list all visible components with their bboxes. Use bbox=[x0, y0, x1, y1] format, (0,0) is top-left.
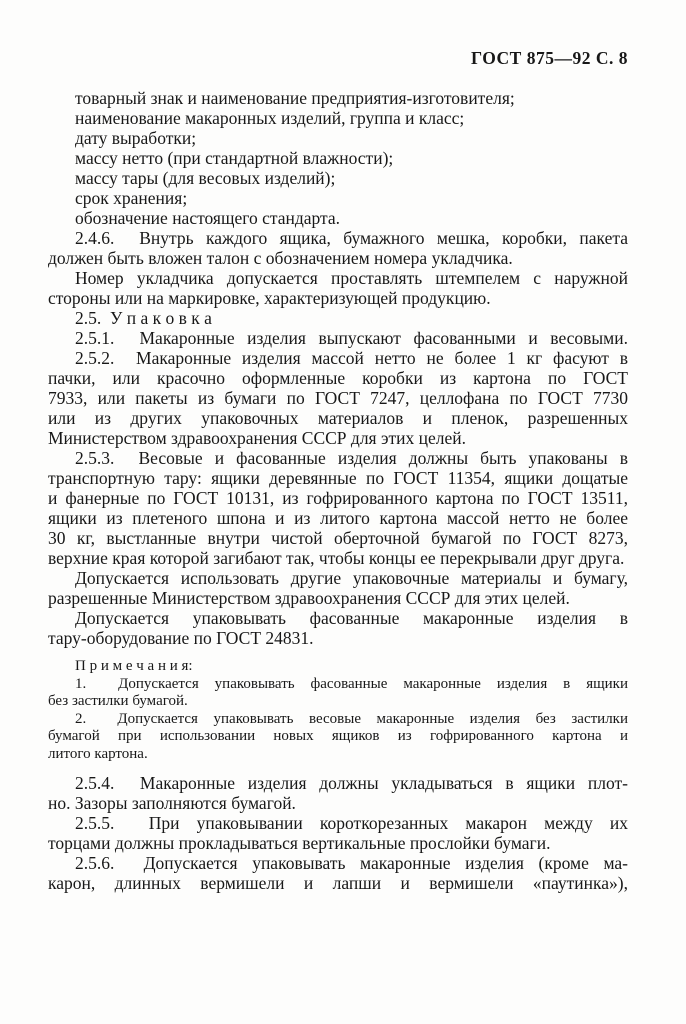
document-body bbox=[48, 88, 628, 893]
text-line: обозначение настоящего стандарта. bbox=[75, 208, 341, 228]
text-line: П р и м е ч а н и я: bbox=[75, 658, 193, 674]
text-line: тару-оборудование по ГОСТ 24831. bbox=[48, 628, 314, 648]
text-line: дату выработки; bbox=[75, 128, 197, 148]
text-line: 30 кг, выстланные внутри чистой оберточной бумагой по ГОСТ 8273, bbox=[48, 528, 628, 548]
text-line: Допускается упаковывать фасованные макаронные изделия в bbox=[75, 608, 628, 628]
text-line: пачки, или красочно оформленные коробки из картона по ГОСТ bbox=[48, 368, 628, 388]
text-line: срок хранения; bbox=[75, 188, 188, 208]
text-line: 2.5.4. Макаронные изделия должны укладываться в ящики плот- bbox=[75, 773, 628, 793]
text-line: и фанерные по ГОСТ 10131, из гофрированного картона по ГОСТ 13511, bbox=[48, 488, 628, 508]
text-line: 2. Допускается упаковывать весовые макаронные изделия без застилки bbox=[75, 710, 628, 727]
text-line: Допускается использовать другие упаковочные материалы и бумагу, bbox=[75, 568, 628, 588]
text-line: транспортную тару: ящики деревянные по ГОСТ 11354, ящики дощатые bbox=[48, 468, 628, 488]
text-line: ящики из плетеного шпона и из литого картона массой нетто не более bbox=[48, 508, 628, 528]
page-header-standard: ГОСТ 875—92 С. 8 bbox=[471, 48, 628, 68]
text-line: 2.4.6. Внутрь каждого ящика, бумажного мешка, коробки, пакета bbox=[75, 228, 628, 248]
text-line: карон, длинных вермишели и лапши и вермишели «паутинка»), bbox=[48, 873, 628, 893]
text-line: товарный знак и наименование предприятия-изготовителя; bbox=[75, 88, 515, 108]
text-line: 7933, или пакеты из бумаги по ГОСТ 7247, целлофана по ГОСТ 7730 bbox=[48, 388, 628, 408]
text-line: бумагой при использовании новых ящиков из гофрированного картона и bbox=[48, 728, 628, 744]
text-line: массу нетто (при стандартной влажности); bbox=[75, 148, 394, 168]
text-line: 1. Допускается упаковывать фасованные макаронные изделия в ящики bbox=[75, 675, 628, 692]
text-line: 2.5.1. Макаронные изделия выпускают фасованными и весовыми. bbox=[75, 328, 628, 348]
text-line: должен быть вложен талон с обозначением номера укладчика. bbox=[48, 248, 513, 268]
text-line: торцами должны прокладываться вертикальные прослойки бумаги. bbox=[48, 833, 551, 853]
text-line: но. Зазоры заполняются бумагой. bbox=[48, 793, 296, 813]
text-line: 2.5.2. Макаронные изделия массой нетто не более 1 кг фасуют в bbox=[75, 348, 628, 368]
text-line: 2.5.5. При упаковывании короткорезанных макарон между их bbox=[75, 813, 628, 833]
text-line: или из других упаковочных материалов и пленок, разрешенных bbox=[48, 408, 628, 428]
text-line: массу тары (для весовых изделий); bbox=[75, 168, 336, 188]
text-line: разрешенные Министерством здравоохранения СССР для этих целей. bbox=[48, 588, 570, 608]
text-line: без застилки бумагой. bbox=[48, 693, 188, 709]
text-line: стороны или на маркировке, характеризующей продукцию. bbox=[48, 288, 491, 308]
text-line: наименование макаронных изделий, группа и класс; bbox=[75, 108, 465, 128]
text-line: Номер укладчика допускается проставлять штемпелем с наружной bbox=[75, 268, 628, 288]
text-line: 2.5.6. Допускается упаковывать макаронные изделия (кроме ма- bbox=[75, 853, 628, 873]
text-line: литого картона. bbox=[48, 745, 148, 762]
text-line: 2.5. У п а к о в к а bbox=[75, 308, 212, 328]
text-line: верхние края которой загибают так, чтобы концы ее перекрывали друг друга. bbox=[48, 548, 625, 568]
text-line: Министерством здравоохранения СССР для этих целей. bbox=[48, 428, 467, 448]
text-line: 2.5.3. Весовые и фасованные изделия должны быть упакованы в bbox=[75, 448, 628, 468]
